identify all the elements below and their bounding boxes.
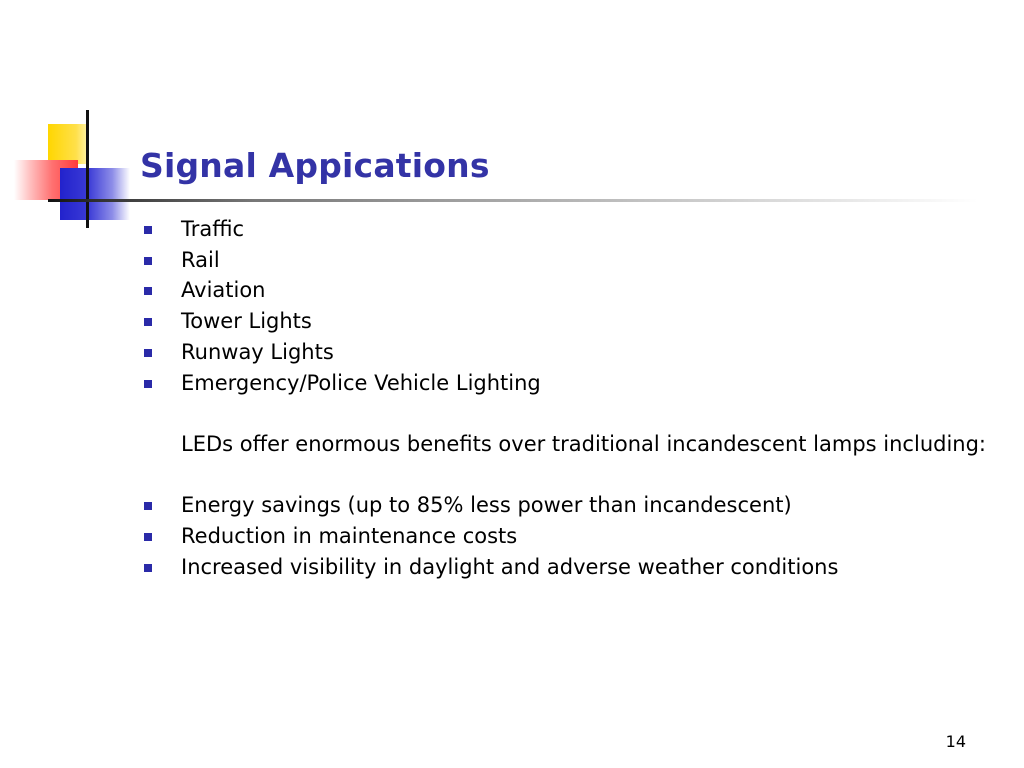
- square-bullet-icon: [144, 318, 152, 326]
- square-bullet-icon: [144, 564, 152, 572]
- list-item: [144, 337, 1004, 368]
- square-bullet-icon: [144, 257, 152, 265]
- square-bullet-icon: [144, 533, 152, 541]
- page-number: 14: [945, 732, 966, 751]
- list-item: [144, 306, 1004, 337]
- logo-vertical-line: [86, 110, 89, 228]
- list-item-text: Emergency/Police Vehicle Lighting: [181, 370, 541, 395]
- square-bullet-icon: [144, 287, 152, 295]
- list-item-text: Tower Lights: [181, 309, 312, 334]
- list-item: [144, 275, 1004, 306]
- applications-list: [144, 214, 1004, 398]
- logo-blue-square: [60, 168, 130, 220]
- list-item: [144, 490, 1004, 521]
- list-item-text: Reduction in maintenance costs: [181, 524, 518, 548]
- list-item-text: Increased visibility in daylight and adverse weather conditions: [181, 554, 839, 579]
- list-item-text: Traffic: [181, 217, 245, 241]
- decorative-logo: [0, 0, 150, 240]
- intro-paragraph: LEDs offer enormous benefits over traditional incandescent lamps including:: [181, 431, 987, 456]
- square-bullet-icon: [144, 380, 152, 388]
- list-item: [144, 214, 1004, 245]
- list-item-text: Runway Lights: [181, 339, 334, 364]
- list-item-text: Energy savings (up to 85% less power than incandescent): [181, 493, 792, 518]
- list-item: [144, 552, 1004, 583]
- list-item: [144, 521, 1004, 552]
- square-bullet-icon: [144, 226, 152, 234]
- list-item-text: Aviation: [181, 278, 266, 303]
- title-underline: [48, 199, 978, 202]
- list-item: [144, 245, 1004, 276]
- logo-yellow-square: [48, 124, 88, 164]
- benefits-list: [144, 490, 1004, 582]
- square-bullet-icon: [144, 502, 152, 510]
- slide-title: Signal Appications: [140, 146, 490, 185]
- square-bullet-icon: [144, 349, 152, 357]
- list-item-text: Rail: [181, 247, 220, 272]
- list-item: [144, 368, 1004, 399]
- slide-body: [144, 214, 1004, 582]
